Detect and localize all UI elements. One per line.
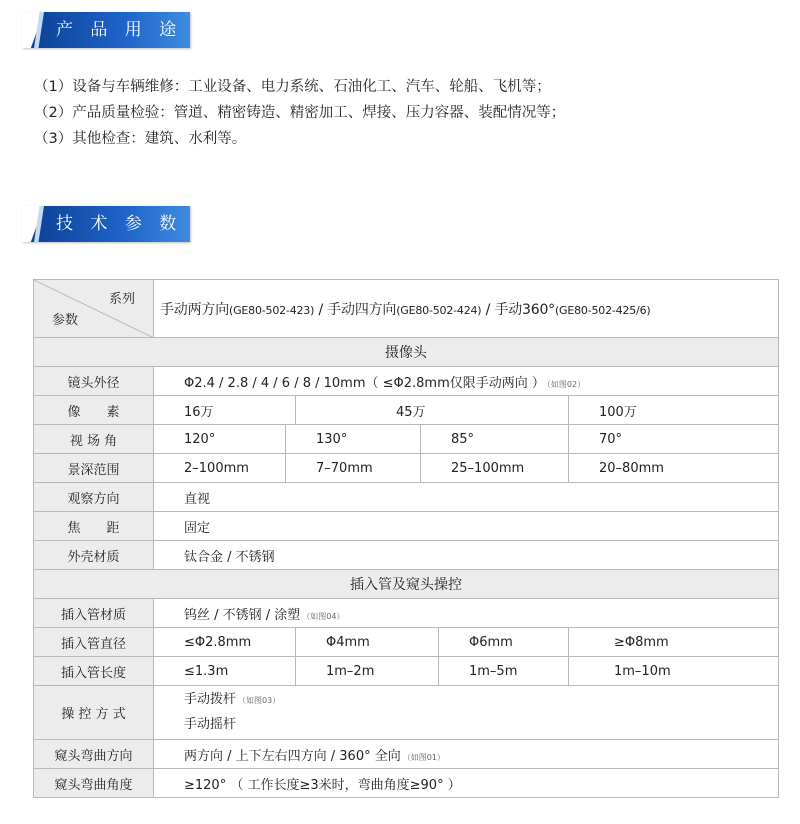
bend-dir-label: 窥头弯曲方向 — [34, 740, 154, 769]
bend-dir-value: 两方向 / 上下左右四方向 / 360° 全向 — [184, 748, 401, 764]
tube-length-label: 插入管长度 — [34, 657, 154, 686]
table-row — [34, 338, 779, 367]
pixel-value-2: 45万 — [296, 396, 569, 425]
tube-length-value-1: ≤1.3m — [154, 657, 296, 686]
bend-angle-value: ≥120° （ 工作长度≥3米时，弯曲角度≥90° ） — [154, 769, 779, 798]
tube-material-cell — [154, 599, 779, 628]
dof-value-2: 7–70mm — [286, 454, 421, 483]
table-row — [34, 628, 779, 657]
tube-diameter-value-4: ≥Φ8mm — [569, 628, 779, 657]
usage-line-2: （2）产品质量检验：管道、精密铸造、精密加工、焊接、压力容器、装配情况等； — [34, 105, 566, 121]
camera-section-header: 摄像头 — [34, 338, 779, 367]
dof-value-3: 25–100mm — [421, 454, 569, 483]
section-header-tech — [22, 206, 190, 242]
corner-param-label: 参数 — [52, 313, 79, 328]
series-c: 手动360° — [494, 301, 555, 318]
table-row — [34, 396, 779, 425]
series-a-model: (GE80-502-423) — [229, 303, 315, 317]
table-row — [34, 599, 779, 628]
section-title-usage: 产 品 用 途 — [56, 20, 183, 40]
control-value-cell — [154, 686, 779, 740]
lens-label: 镜头外径 — [34, 367, 154, 396]
control-value-2: 手动摇杆 — [184, 717, 237, 732]
tube-length-value-2: 1m–2m — [296, 657, 439, 686]
fov-value-4: 70° — [569, 425, 779, 454]
control-note-1: （如图03） — [238, 696, 281, 705]
section-title-tech: 技 术 参 数 — [56, 214, 183, 234]
control-label: 操 控 方 式 — [34, 686, 154, 740]
tube-length-value-3: 1m–5m — [439, 657, 569, 686]
lens-value: Φ2.4 / 2.8 / 4 / 6 / 8 / 10mm（ ≤Φ2.8mm仅限手动两向 ） — [184, 375, 545, 391]
series-b: 手动四方向 — [327, 301, 397, 318]
tube-diameter-value-3: Φ6mm — [439, 628, 569, 657]
tube-diameter-value-1: ≤Φ2.8mm — [154, 628, 296, 657]
dof-label: 景深范围 — [34, 454, 154, 483]
control-value-1: 手动拨杆 — [184, 692, 237, 707]
fov-value-1: 120° — [154, 425, 286, 454]
shell-label: 外壳材质 — [34, 541, 154, 570]
series-title — [154, 280, 779, 338]
tube-diameter-label: 插入管直径 — [34, 628, 154, 657]
lens-note: （如图02） — [546, 379, 586, 389]
probe-section-header: 插入管及窥头操控 — [34, 570, 779, 599]
table-row — [34, 367, 779, 396]
table-row — [34, 570, 779, 599]
fov-value-2: 130° — [286, 425, 421, 454]
section-header-usage — [22, 12, 190, 48]
view-value: 直视 — [154, 483, 779, 512]
bend-dir-cell — [154, 740, 779, 769]
focus-label: 焦 距 — [34, 512, 154, 541]
tube-length-value-4: 1m–10m — [569, 657, 779, 686]
fov-value-3: 85° — [421, 425, 569, 454]
table-row — [34, 686, 779, 740]
tube-material-label: 插入管材质 — [34, 599, 154, 628]
table-row — [34, 541, 779, 570]
pixel-value-1: 16万 — [154, 396, 296, 425]
view-label: 观察方向 — [34, 483, 154, 512]
table-row — [34, 512, 779, 541]
shell-value: 钛合金 / 不锈钢 — [154, 541, 779, 570]
series-a: 手动两方向 — [160, 301, 229, 318]
bend-dir-note: （如图01） — [402, 752, 445, 762]
series-c-model: (GE80-502-425/6) — [554, 303, 651, 317]
table-row — [34, 657, 779, 686]
pixel-label: 像 素 — [34, 396, 154, 425]
usage-list — [34, 74, 774, 152]
table-row — [34, 454, 779, 483]
table-row — [34, 483, 779, 512]
dof-value-1: 2–100mm — [154, 454, 286, 483]
spec-table — [33, 279, 779, 798]
table-corner-cell — [34, 280, 154, 338]
usage-line-1: （1）设备与车辆维修：工业设备、电力系统、石油化工、汽车、轮船、飞机等； — [34, 79, 551, 95]
dof-value-4: 20–80mm — [569, 454, 779, 483]
series-b-model: (GE80-502-424) — [396, 303, 482, 317]
tube-material-note: （如图04） — [302, 611, 345, 621]
table-row — [34, 740, 779, 769]
usage-line-3: （3）其他检查：建筑、水利等。 — [34, 131, 247, 147]
table-row — [34, 280, 779, 338]
focus-value: 固定 — [154, 512, 779, 541]
bend-angle-label: 窥头弯曲角度 — [34, 769, 154, 798]
lens-value-cell — [154, 367, 779, 396]
table-row — [34, 425, 779, 454]
pixel-value-3: 100万 — [569, 396, 779, 425]
fov-label: 视 场 角 — [34, 425, 154, 454]
table-row — [34, 769, 779, 798]
tube-material-value: 钨丝 / 不锈钢 / 涂塑 — [184, 607, 301, 623]
series-sep: / — [481, 301, 495, 318]
corner-series-label: 系列 — [108, 292, 135, 307]
tube-diameter-value-2: Φ4mm — [296, 628, 439, 657]
series-sep: / — [314, 301, 328, 318]
